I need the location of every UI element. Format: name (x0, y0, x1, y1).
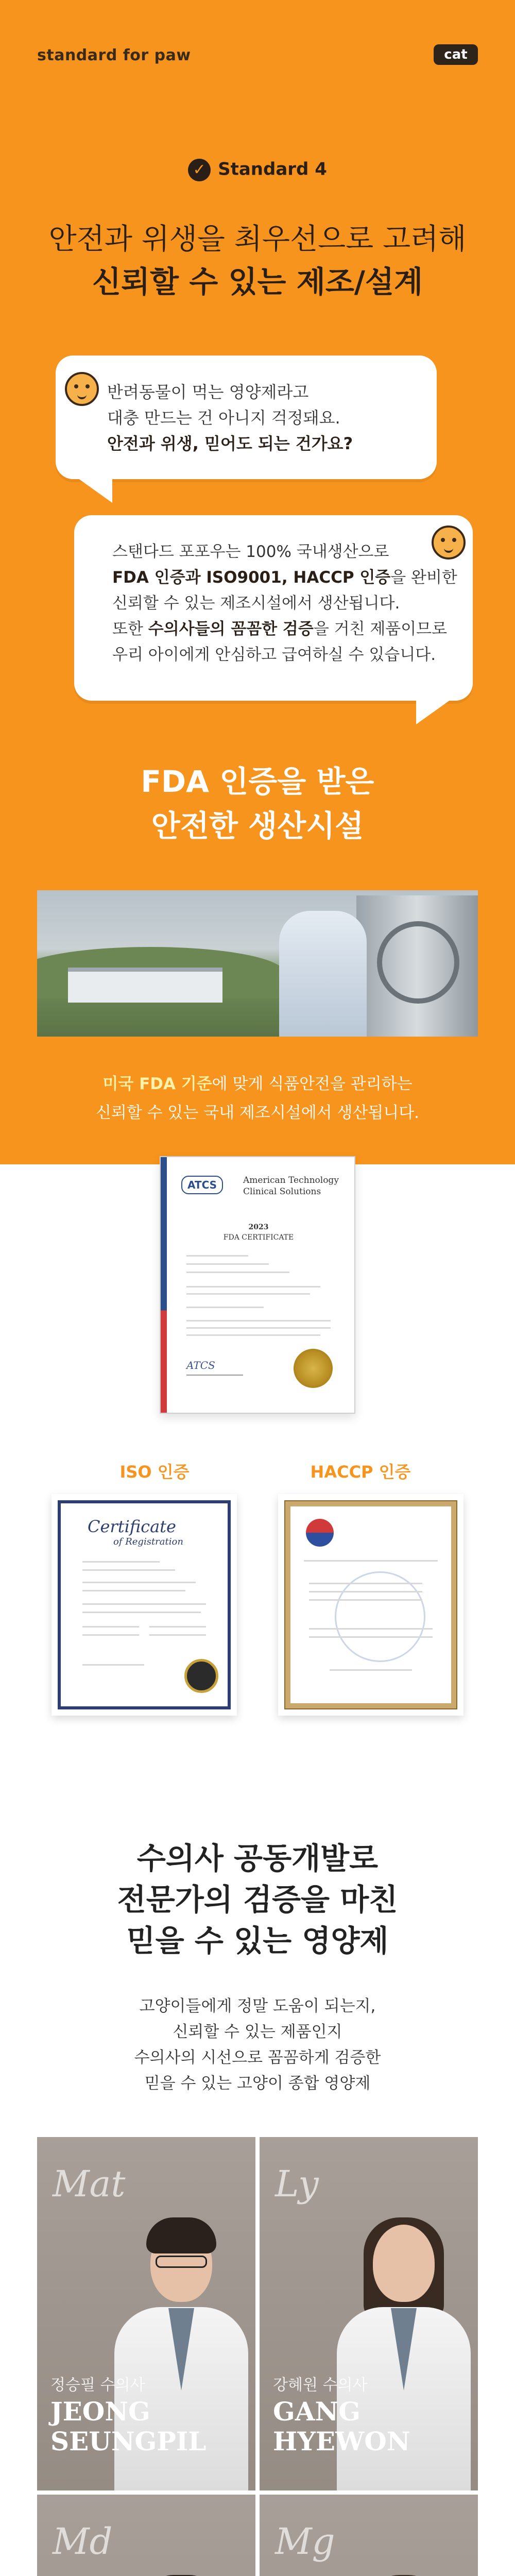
vet-given-name: HYEWON (273, 2426, 410, 2456)
iso-medal-icon (184, 1659, 218, 1693)
vet-title-line2: 전문가의 검증을 마친 (117, 1882, 398, 1917)
answer-line1: 스탠다드 포포우는 100% 국내생산으로 (112, 543, 389, 561)
haccp-certificate (278, 1494, 464, 1716)
vet-card-noh (260, 2495, 478, 2576)
answer-line4-pre: 또한 (112, 620, 148, 638)
vet-signature: Mg (275, 2520, 335, 2563)
haccp-label: HACCP 인증 (310, 1462, 411, 1482)
vet-title-line3: 믿을 수 있는 영양제 (126, 1923, 389, 1958)
vet-desc-line2: 신뢰할 수 있는 제품인지 (173, 2023, 342, 2041)
fda-desc-line1 (0, 1071, 515, 1094)
answer-line4 (112, 616, 457, 642)
vet-korean-name: 정승필 수의사 (50, 2376, 145, 2394)
brand-name: standard for paw (37, 46, 191, 64)
fda-desc-line2: 신뢰할 수 있는 국내 제조시설에서 생산됩니다. (95, 1104, 420, 1122)
question-bubble (56, 355, 437, 479)
factory-building-image (68, 968, 222, 1003)
question-line3: 안전과 위생, 믿어도 되는 건가요? (107, 434, 353, 453)
vet-signature: Mat (53, 2163, 126, 2205)
facility-photo (37, 890, 478, 1037)
vet-grid (37, 2137, 478, 2576)
iso-cert-subheading: of Registration (113, 1536, 183, 1547)
fda-desc-rest: 에 맞게 식품안전을 관리하는 (212, 1075, 413, 1093)
question-line1: 반려동물이 먹는 영양제라고 (107, 382, 309, 402)
vet-signature: Ly (275, 2163, 319, 2205)
worker-image (279, 911, 367, 1037)
vet-desc-line1: 고양이들에게 정말 도움이 되는지, (139, 1997, 376, 2015)
question-line2: 대충 만드는 건 아니지 걱정돼요. (107, 408, 340, 428)
vet-card-jeong (37, 2137, 255, 2490)
cert-year: 2023 (248, 1223, 269, 1231)
standard-text: Standard 4 (218, 159, 327, 180)
cert-title: FDA CERTIFICATE (223, 1233, 294, 1242)
vet-english-name (273, 2397, 410, 2456)
answer-line2-bold: FDA 인증과 ISO9001, HACCP 인증 (112, 568, 391, 587)
standard-label (0, 159, 515, 181)
vet-portrait (337, 2572, 471, 2576)
check-icon: ✓ (188, 159, 211, 181)
question-text (107, 379, 353, 456)
iso-certificate (52, 1494, 237, 1716)
vet-given-name: SEUNGPIL (50, 2426, 207, 2456)
atcs-logo: ATCS (181, 1176, 223, 1194)
vet-surname: GANG (273, 2396, 360, 2427)
answer-line5: 우리 아이에게 안심하고 급여하실 수 있습니다. (112, 646, 436, 664)
answer-text (112, 539, 457, 668)
cert-signature: ATCS (186, 1359, 243, 1376)
cert-organization (243, 1175, 339, 1197)
headline-line2: 신뢰할 수 있는 제조/설계 (92, 264, 423, 299)
glasses-icon (156, 2256, 207, 2268)
vet-portrait (114, 2572, 248, 2576)
vet-card-seol (37, 2495, 255, 2576)
vet-desc-line4: 믿을 수 있는 고양이 종합 영양제 (144, 2074, 371, 2093)
vet-title-line1: 수의사 공동개발로 (136, 1841, 379, 1876)
fda-desc-highlight: 미국 FDA 기준 (102, 1075, 212, 1093)
korea-emblem-icon (306, 1519, 334, 1547)
vet-signature: Md (53, 2520, 113, 2563)
vet-desc-line3: 수의사의 시선으로 꼼꼼하게 검증한 (134, 2048, 381, 2067)
answer-line2-rest: 을 완비한 (390, 568, 457, 587)
headline-line1: 안전과 위생을 최우선으로 고려해 (48, 223, 467, 256)
fda-title-line2: 안전한 생산시설 (151, 808, 364, 843)
answer-line2 (112, 565, 457, 590)
vet-card-gang (260, 2137, 478, 2490)
fda-title-line1: FDA 인증을 받은 (141, 764, 374, 799)
iso-cert-heading: Certificate (88, 1517, 176, 1536)
cert-org-line2: Clinical Solutions (243, 1187, 321, 1197)
vet-surname: JEONG (50, 2396, 150, 2427)
fda-certificate (160, 1156, 355, 1414)
vet-english-name (50, 2397, 206, 2456)
answer-bubble (74, 515, 473, 701)
answer-line4-bold: 수의사들의 꼼꼼한 검증 (148, 620, 314, 638)
gold-seal-icon (294, 1349, 333, 1388)
iso-label: ISO 인증 (119, 1462, 190, 1482)
answer-line4-rest: 을 거친 제품이므로 (313, 620, 448, 638)
answer-line3: 신뢰할 수 있는 제조시설에서 생산됩니다. (112, 594, 400, 613)
vet-korean-name: 강혜원 수의사 (273, 2376, 368, 2394)
top-bar (37, 37, 478, 73)
worried-face-icon (65, 372, 99, 406)
cat-tag[interactable]: cat (434, 44, 478, 65)
cert-org-line1: American Technology (243, 1175, 339, 1185)
